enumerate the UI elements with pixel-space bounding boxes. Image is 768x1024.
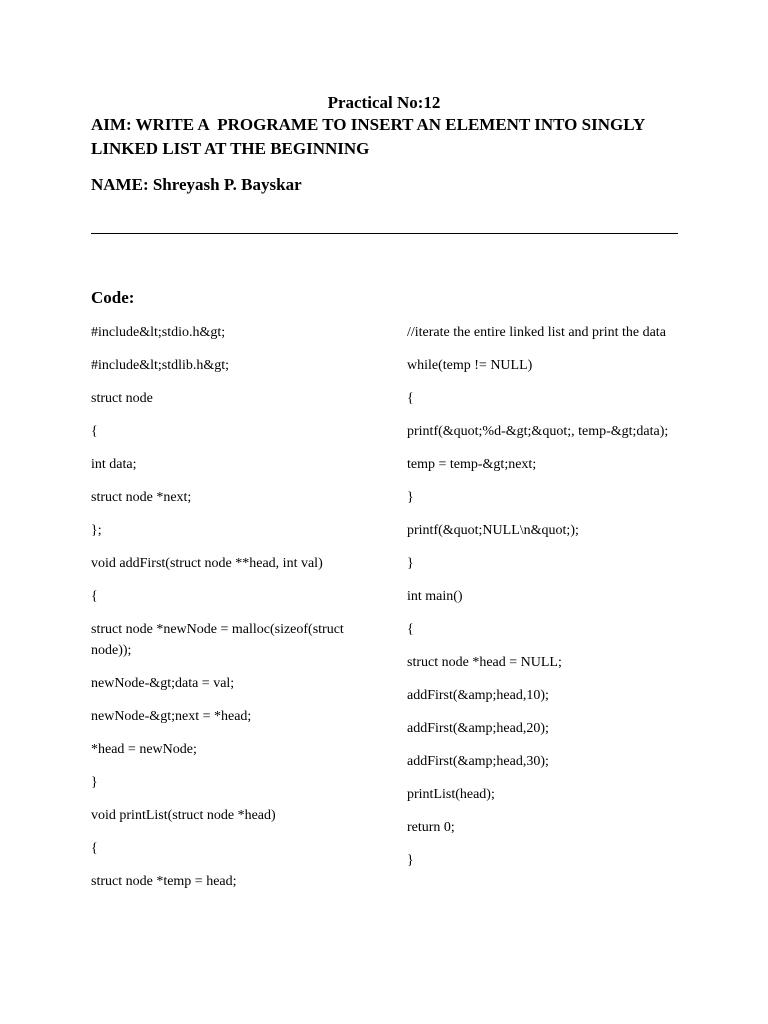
code-line: int main() <box>407 589 463 604</box>
code-line: while(temp != NULL) <box>407 358 533 373</box>
code-line: newNode-&gt;next = *head; <box>91 709 252 724</box>
code-line: } <box>407 490 414 505</box>
code-column-left <box>91 322 361 904</box>
code-line: } <box>91 775 98 790</box>
code-line: void addFirst(struct node **head, int val) <box>91 556 323 571</box>
code-line: } <box>407 556 414 571</box>
code-line: struct node *temp = head; <box>91 874 237 889</box>
code-line: printf(&quot;%d-&gt;&quot;, temp-&gt;data); <box>407 424 669 439</box>
student-name: NAME: Shreyash P. Bayskar <box>91 175 302 194</box>
code-line: addFirst(&amp;head,20); <box>407 721 549 736</box>
code-line: *head = newNode; <box>91 742 197 757</box>
code-line: printf(&quot;NULL\n&quot;); <box>407 523 579 538</box>
aim-heading: AIM: WRITE A PROGRAME TO INSERT AN ELEMENT INTO SINGLY LINKED LIST AT THE BEGINNING <box>91 115 649 158</box>
code-line: struct node *newNode = malloc(sizeof(struct node)); <box>91 622 344 658</box>
code-line: addFirst(&amp;head,10); <box>407 688 549 703</box>
code-line: //iterate the entire linked list and print the data <box>407 325 666 340</box>
code-line: } <box>407 853 414 868</box>
code-line: newNode-&gt;data = val; <box>91 676 235 691</box>
code-line: printList(head); <box>407 787 495 802</box>
code-line: { <box>91 841 98 856</box>
code-line: #include&lt;stdlib.h&gt; <box>91 358 230 373</box>
code-line: addFirst(&amp;head,30); <box>407 754 549 769</box>
code-line: temp = temp-&gt;next; <box>407 457 537 472</box>
code-line: { <box>407 622 414 637</box>
practical-number: Practical No:12 <box>327 93 441 112</box>
code-line: void printList(struct node *head) <box>91 808 276 823</box>
code-line: { <box>91 424 98 439</box>
code-heading: Code: <box>91 288 135 307</box>
code-line: return 0; <box>407 820 455 835</box>
code-line: { <box>407 391 414 406</box>
code-column-right <box>407 322 677 883</box>
code-line: int data; <box>91 457 137 472</box>
code-line: struct node *next; <box>91 490 192 505</box>
horizontal-rule <box>91 233 678 234</box>
code-line: { <box>91 589 98 604</box>
code-line: struct node <box>91 391 153 406</box>
code-line: }; <box>91 523 102 538</box>
code-line: struct node *head = NULL; <box>407 655 562 670</box>
code-line: #include&lt;stdio.h&gt; <box>91 325 226 340</box>
